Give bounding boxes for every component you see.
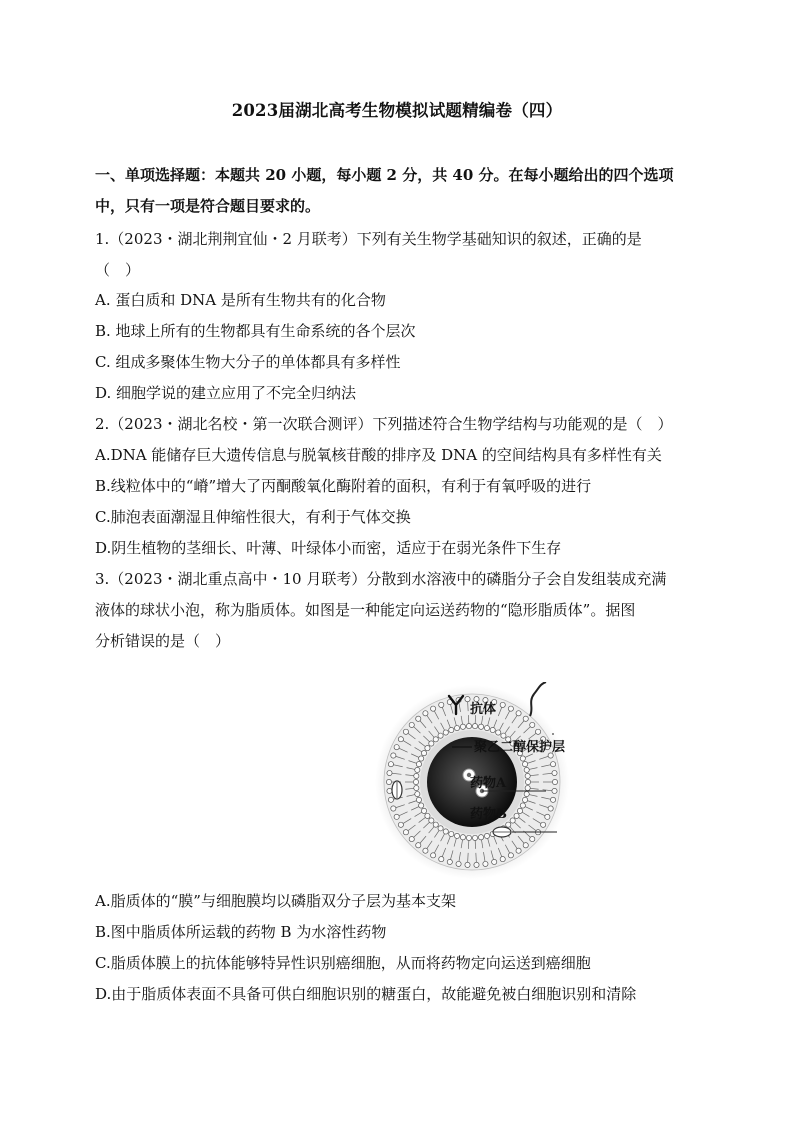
lipid-head [387, 770, 392, 775]
lipid-head [409, 836, 414, 841]
q3-option-b: B.图中脂质体所运载的药物 B 为水溶性药物 [95, 923, 387, 941]
lipid-head [439, 702, 444, 707]
lipid-head [552, 779, 557, 784]
lipid-head [387, 788, 392, 793]
lipid-head [394, 745, 399, 750]
lipid-head [391, 806, 396, 811]
lipid-head [478, 835, 483, 840]
lipid-head [388, 797, 393, 802]
lipid-head [545, 814, 550, 819]
lipid-head [517, 808, 522, 813]
lipid-head [516, 848, 521, 853]
lipid-head [449, 831, 454, 836]
lipid-head [394, 814, 399, 819]
q1-option-c: C. 组成多聚体生物大分子的单体都具有多样性 [95, 353, 401, 371]
lipid-head [550, 797, 555, 802]
lipid-head [403, 830, 408, 835]
label-drug-a: 药物A [470, 776, 507, 791]
section-heading-line2: 中，只有一项是符合题目要求的。 [95, 197, 321, 215]
lipid-head [523, 843, 528, 848]
q2-option-b: B.线粒体中的“嵴”增大了丙酮酸氧化酶附着的面积，有利于有氧呼吸的进行 [95, 477, 592, 495]
lipid-head [413, 779, 418, 784]
lipid-head [552, 788, 557, 793]
lipid-head [415, 791, 420, 796]
lipid-head [466, 723, 471, 728]
lipid-head [541, 822, 546, 827]
lipid-head [508, 706, 513, 711]
lipid-head [484, 833, 489, 838]
lipid-head [525, 779, 530, 784]
lipid-head [460, 724, 465, 729]
lipid-head [388, 762, 393, 767]
lipid-head [530, 722, 535, 727]
lipid-head [398, 737, 403, 742]
q2-option-c: C.肺泡表面潮湿且伸缩性很大，有利于气体交换 [95, 508, 411, 526]
lipid-head [478, 724, 483, 729]
lipid-head [535, 729, 540, 734]
lipid-head [391, 753, 396, 758]
lipid-head [425, 813, 430, 818]
lipid-head [423, 711, 428, 716]
lipid-head [465, 862, 470, 867]
lipid-head [548, 806, 553, 811]
lipid-head [524, 767, 529, 772]
q3-option-d: D.由于脂质体表面不具备可供白细胞识别的糖蛋白，故能避免被白细胞识别和清除 [95, 985, 637, 1003]
q1-answer-paren: （ ） [95, 261, 141, 279]
lipid-head [492, 859, 497, 864]
lipid-head [500, 702, 505, 707]
lipid-head [472, 835, 477, 840]
q1-option-b: B. 地球上所有的生物都具有生命系统的各个层次 [95, 322, 416, 340]
lipid-head [530, 836, 535, 841]
lipid-head [439, 857, 444, 862]
lipid-head [416, 797, 421, 802]
q3-option-c: C.脂质体膜上的抗体能够特异性识别癌细胞，从而将药物定向运送到癌细胞 [95, 954, 591, 972]
lipid-head [431, 853, 436, 858]
lipid-head [520, 803, 525, 808]
q3-stem-line3: 分析错误的是（ ） [95, 632, 231, 650]
lipid-head [490, 727, 495, 732]
lipid-head [508, 853, 513, 858]
lipid-head [443, 829, 448, 834]
lipid-head [447, 859, 452, 864]
lipid-head [423, 848, 428, 853]
lipid-head [484, 725, 489, 730]
lipid-head [433, 822, 438, 827]
q3-stem-line1: 3.（2023・湖北重点高中・10 月联考）分散到水溶液中的磷脂分子会自发组装成充满 [95, 570, 667, 588]
lipid-head [438, 826, 443, 831]
lipid-head [500, 857, 505, 862]
lipid-head [496, 730, 501, 735]
q2-option-d: D.阴生植物的茎细长、叶薄、叶绿体小而密，适应于在弱光条件下生存 [95, 539, 562, 557]
lipid-head [421, 808, 426, 813]
lipid-head [552, 770, 557, 775]
lipid-head [483, 861, 488, 866]
lipid-head [416, 843, 421, 848]
lipid-head [415, 767, 420, 772]
lipid-head [449, 727, 454, 732]
lipid-head [403, 729, 408, 734]
lipid-head [416, 716, 421, 721]
lipid-head [429, 818, 434, 823]
lipid-head [522, 797, 527, 802]
lipid-head [386, 779, 391, 784]
q2-option-a: A.DNA 能储存巨大遗传信息与脱氧核苷酸的排序及 DNA 的空间结构具有多样性有关 [95, 446, 662, 464]
label-peg-layer: 聚乙二醇保护层 [474, 740, 566, 755]
lipid-head [433, 737, 438, 742]
lipid-head [523, 716, 528, 721]
lipid-head [514, 813, 519, 818]
lipid-head [460, 835, 465, 840]
page-title: 2023届湖北高考生物模拟试题精编卷（四） [231, 101, 563, 120]
lipid-head [414, 785, 419, 790]
lipid-head [419, 756, 424, 761]
lipid-head [419, 803, 424, 808]
lipid-head [438, 733, 443, 738]
lipid-head [516, 711, 521, 716]
lipid-head [525, 773, 530, 778]
section-heading-line1: 一、单项选择题：本题共 20 小题，每小题 2 分，共 40 分。在每小题给出的四个选项 [95, 166, 674, 184]
lipid-head [466, 835, 471, 840]
q3-option-a: A.脂质体的“膜”与细胞膜均以磷脂双分子层为基本支架 [95, 892, 456, 910]
q1-option-d: D. 细胞学说的建立应用了不完全归纳法 [95, 384, 357, 402]
lipid-head [454, 833, 459, 838]
q1-option-a: A. 蛋白质和 DNA 是所有生物共有的化合物 [95, 291, 386, 309]
lipid-head [443, 730, 448, 735]
peg-pointer-line [452, 741, 474, 753]
lipid-head [416, 762, 421, 767]
lipid-head [425, 746, 430, 751]
lipid-head [398, 822, 403, 827]
lipid-head [550, 762, 555, 767]
antibody-icon [445, 692, 467, 716]
lipid-head [522, 762, 527, 767]
lipid-head [525, 785, 530, 790]
lipid-head [421, 751, 426, 756]
lipid-head [431, 706, 436, 711]
lipid-head [409, 722, 414, 727]
q3-stem-line2: 液体的球状小泡，称为脂质体。如图是一种能定向运送药物的“隐形脂质体”。据图 [95, 601, 636, 619]
q2-stem: 2.（2023・湖北名校・第一次联合测评）下列描述符合生物学结构与功能观的是（ ） [95, 415, 673, 433]
lipid-head [414, 773, 419, 778]
label-drug-b: 药物B [470, 807, 507, 822]
lipid-head [454, 725, 459, 730]
lipid-head [472, 723, 477, 728]
lipid-head [510, 818, 515, 823]
q1-stem: 1.（2023・湖北荆荆宜仙・2 月联考）下列有关生物学基础知识的叙述，正确的是 [95, 230, 642, 248]
lipid-head [524, 791, 529, 796]
lipid-head [474, 862, 479, 867]
lipid-head [429, 741, 434, 746]
section-heading [95, 160, 705, 222]
label-antibody: 抗体 [470, 702, 497, 717]
lipid-head [456, 861, 461, 866]
